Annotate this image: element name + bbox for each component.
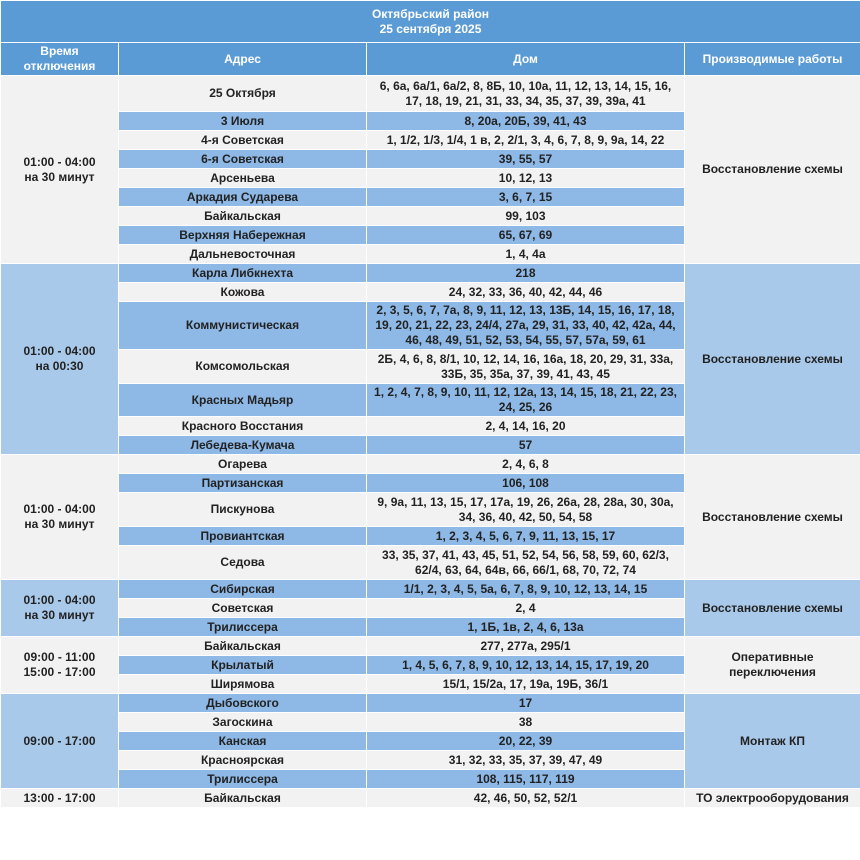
- house-numbers: 39, 55, 57: [367, 150, 685, 169]
- table-row: [1, 264, 860, 283]
- street-name: 25 Октября: [119, 76, 367, 112]
- outage-time-cell: [1, 637, 119, 694]
- house-numbers: 24, 32, 33, 36, 40, 42, 44, 46: [367, 283, 685, 302]
- house-numbers: 1, 4, 4а: [367, 245, 685, 264]
- street-name: Коммунистическая: [119, 302, 367, 350]
- outage-time: на 30 минут: [24, 169, 95, 184]
- house-numbers: 9, 9а, 11, 13, 15, 17, 17а, 19, 26, 26а, 28, 28а, 30, 30а, 34, 36, 40, 42, 50, 54, 58: [367, 493, 685, 527]
- work-type-cell: [685, 455, 860, 580]
- district-name: Октябрьский район: [371, 6, 490, 21]
- outage-time: 01:00 - 04:00: [23, 154, 96, 169]
- house-numbers: 108, 115, 117, 119: [367, 770, 685, 789]
- street-name: Красного Восстания: [119, 417, 367, 436]
- outage-time-cell: [1, 580, 119, 637]
- outage-time: 01:00 - 04:00: [23, 344, 96, 358]
- street-name: 6-я Советская: [119, 150, 367, 169]
- table-row: [1, 76, 860, 112]
- house-numbers: 65, 67, 69: [367, 226, 685, 245]
- outage-time: 09:00 - 11:00: [23, 650, 96, 664]
- house-numbers: 42, 46, 50, 52, 52/1: [367, 789, 685, 808]
- street-name: Дальневосточная: [119, 245, 367, 264]
- table-row: [1, 789, 860, 808]
- table-title-row: [1, 1, 860, 43]
- outage-time: на 30 минут: [24, 608, 95, 622]
- table-row: [1, 580, 860, 599]
- work-type-cell: [685, 789, 860, 808]
- house-numbers: 57: [367, 436, 685, 455]
- table-row: [1, 694, 860, 713]
- street-name: Советская: [119, 599, 367, 618]
- house-numbers: 2Б, 4, 6, 8, 8/1, 10, 12, 14, 16, 16а, 18, 20, 29, 31, 33а, 33Б, 35, 35а, 37, 39, 41, 43, 45: [367, 350, 685, 384]
- house-numbers: 1/1, 2, 3, 4, 5, 5а, 6, 7, 8, 9, 10, 12, 13, 14, 15: [367, 580, 685, 599]
- outage-time-cell: [1, 76, 119, 264]
- work-type-cell: [685, 637, 860, 694]
- house-numbers: 8, 20а, 20Б, 39, 41, 43: [367, 112, 685, 131]
- work-type-cell: [685, 580, 860, 637]
- work-type-cell: [685, 694, 860, 789]
- street-name: Огарева: [119, 455, 367, 474]
- header-house: Дом: [367, 43, 685, 76]
- street-name: Канская: [119, 732, 367, 751]
- house-numbers: 2, 4: [367, 599, 685, 618]
- outage-time-cell: [1, 694, 119, 789]
- outage-time-cell: [1, 789, 119, 808]
- house-numbers: 277, 277а, 295/1: [367, 637, 685, 656]
- outage-time: 09:00 - 17:00: [23, 733, 96, 748]
- outage-time-cell: [1, 455, 119, 580]
- outage-time: 13:00 - 17:00: [23, 790, 96, 805]
- work-type: Восстановление схемы: [702, 509, 843, 524]
- outage-time: на 30 минут: [24, 517, 95, 531]
- work-type: Восстановление схемы: [702, 600, 843, 615]
- header-time: Время отключения: [1, 43, 119, 76]
- header-address: Адрес: [119, 43, 367, 76]
- house-numbers: 1, 4, 5, 6, 7, 8, 9, 10, 12, 13, 14, 15, 17, 19, 20: [367, 656, 685, 675]
- outage-time-cell: [1, 264, 119, 455]
- street-name: Аркадия Сударева: [119, 188, 367, 207]
- street-name: 4-я Советская: [119, 131, 367, 150]
- house-numbers: 15/1, 15/2а, 17, 19а, 19Б, 36/1: [367, 675, 685, 694]
- work-type: Монтаж КП: [740, 733, 805, 748]
- street-name: Комсомольская: [119, 350, 367, 384]
- street-name: Седова: [119, 546, 367, 580]
- house-numbers: 10, 12, 13: [367, 169, 685, 188]
- house-numbers: 1, 2, 3, 4, 5, 6, 7, 9, 11, 13, 15, 17: [367, 527, 685, 546]
- house-numbers: 99, 103: [367, 207, 685, 226]
- street-name: Ширямова: [119, 675, 367, 694]
- street-name: Красных Мадьяр: [119, 384, 367, 417]
- house-numbers: 33, 35, 37, 41, 43, 45, 51, 52, 54, 56, 58, 59, 60, 62/3, 62/4, 63, 64, 64в, 66, 66/1, 68, 70, 72, 74: [367, 546, 685, 580]
- street-name: 3 Июля: [119, 112, 367, 131]
- outage-time: на 00:30: [35, 359, 84, 373]
- street-name: Кожова: [119, 283, 367, 302]
- work-type-cell: [685, 264, 860, 455]
- work-type: ТО электрооборудования: [696, 790, 849, 805]
- outage-time: 01:00 - 04:00: [23, 593, 96, 607]
- street-name: Красноярская: [119, 751, 367, 770]
- house-numbers: 31, 32, 33, 35, 37, 39, 47, 49: [367, 751, 685, 770]
- house-numbers: 2, 3, 5, 6, 7, 7а, 8, 9, 11, 12, 13, 13Б, 14, 15, 16, 17, 18, 19, 20, 21, 22, 23, 24/4, 27а, 29, 31, 33, 40, 42, 42а, 44, 46, 48, 49, 51, 52, 53, 54, 55, 57, 57а, 59, 61: [367, 302, 685, 350]
- work-type-cell: [685, 76, 860, 264]
- house-numbers: 38: [367, 713, 685, 732]
- work-type: Восстановление схемы: [702, 351, 843, 366]
- house-numbers: 17: [367, 694, 685, 713]
- street-name: Пискунова: [119, 493, 367, 527]
- street-name: Провиантская: [119, 527, 367, 546]
- work-type: Оперативные: [731, 650, 814, 664]
- house-numbers: 1, 1Б, 1в, 2, 4, 6, 13а: [367, 618, 685, 637]
- street-name: Партизанская: [119, 474, 367, 493]
- house-numbers: 218: [367, 264, 685, 283]
- house-numbers: 3, 6, 7, 15: [367, 188, 685, 207]
- table-row: [1, 637, 860, 656]
- header-work: Производимые работы: [685, 43, 860, 76]
- street-name: Байкальская: [119, 637, 367, 656]
- outage-time: 01:00 - 04:00: [23, 502, 96, 516]
- house-numbers: 106, 108: [367, 474, 685, 493]
- street-name: Загоскина: [119, 713, 367, 732]
- house-numbers: 2, 4, 14, 16, 20: [367, 417, 685, 436]
- work-type: Восстановление схемы: [702, 162, 843, 176]
- house-numbers: 1, 2, 4, 7, 8, 9, 10, 11, 12, 12а, 13, 14, 15, 18, 21, 22, 23, 24, 25, 26: [367, 384, 685, 417]
- street-name: Крылатый: [119, 656, 367, 675]
- street-name: Байкальская: [119, 207, 367, 226]
- work-type: переключения: [729, 665, 816, 679]
- street-name: Дыбовского: [119, 694, 367, 713]
- table-row: [1, 455, 860, 474]
- street-name: Байкальская: [119, 789, 367, 808]
- outage-time: 15:00 - 17:00: [23, 665, 96, 679]
- street-name: Трилиссера: [119, 618, 367, 637]
- house-numbers: 20, 22, 39: [367, 732, 685, 751]
- street-name: Сибирская: [119, 580, 367, 599]
- house-numbers: 1, 1/2, 1/3, 1/4, 1 в, 2, 2/1, 3, 4, 6, 7, 8, 9, 9а, 14, 22: [367, 131, 685, 150]
- street-name: Арсеньева: [119, 169, 367, 188]
- table-title: [1, 1, 860, 43]
- street-name: Трилиссера: [119, 770, 367, 789]
- street-name: Верхняя Набережная: [119, 226, 367, 245]
- table-body: [1, 76, 860, 808]
- schedule-date: 25 сентября 2025: [379, 21, 482, 36]
- street-name: Лебедева-Кумача: [119, 436, 367, 455]
- house-numbers: 2, 4, 6, 8: [367, 455, 685, 474]
- house-numbers: 6, 6а, 6а/1, 6а/2, 8, 8Б, 10, 10а, 11, 12, 13, 14, 15, 16, 17, 18, 19, 21, 31, 33, 34, 35, 37, 39, 39а, 41: [367, 76, 685, 112]
- street-name: Карла Либкнехта: [119, 264, 367, 283]
- header-row: [1, 43, 860, 76]
